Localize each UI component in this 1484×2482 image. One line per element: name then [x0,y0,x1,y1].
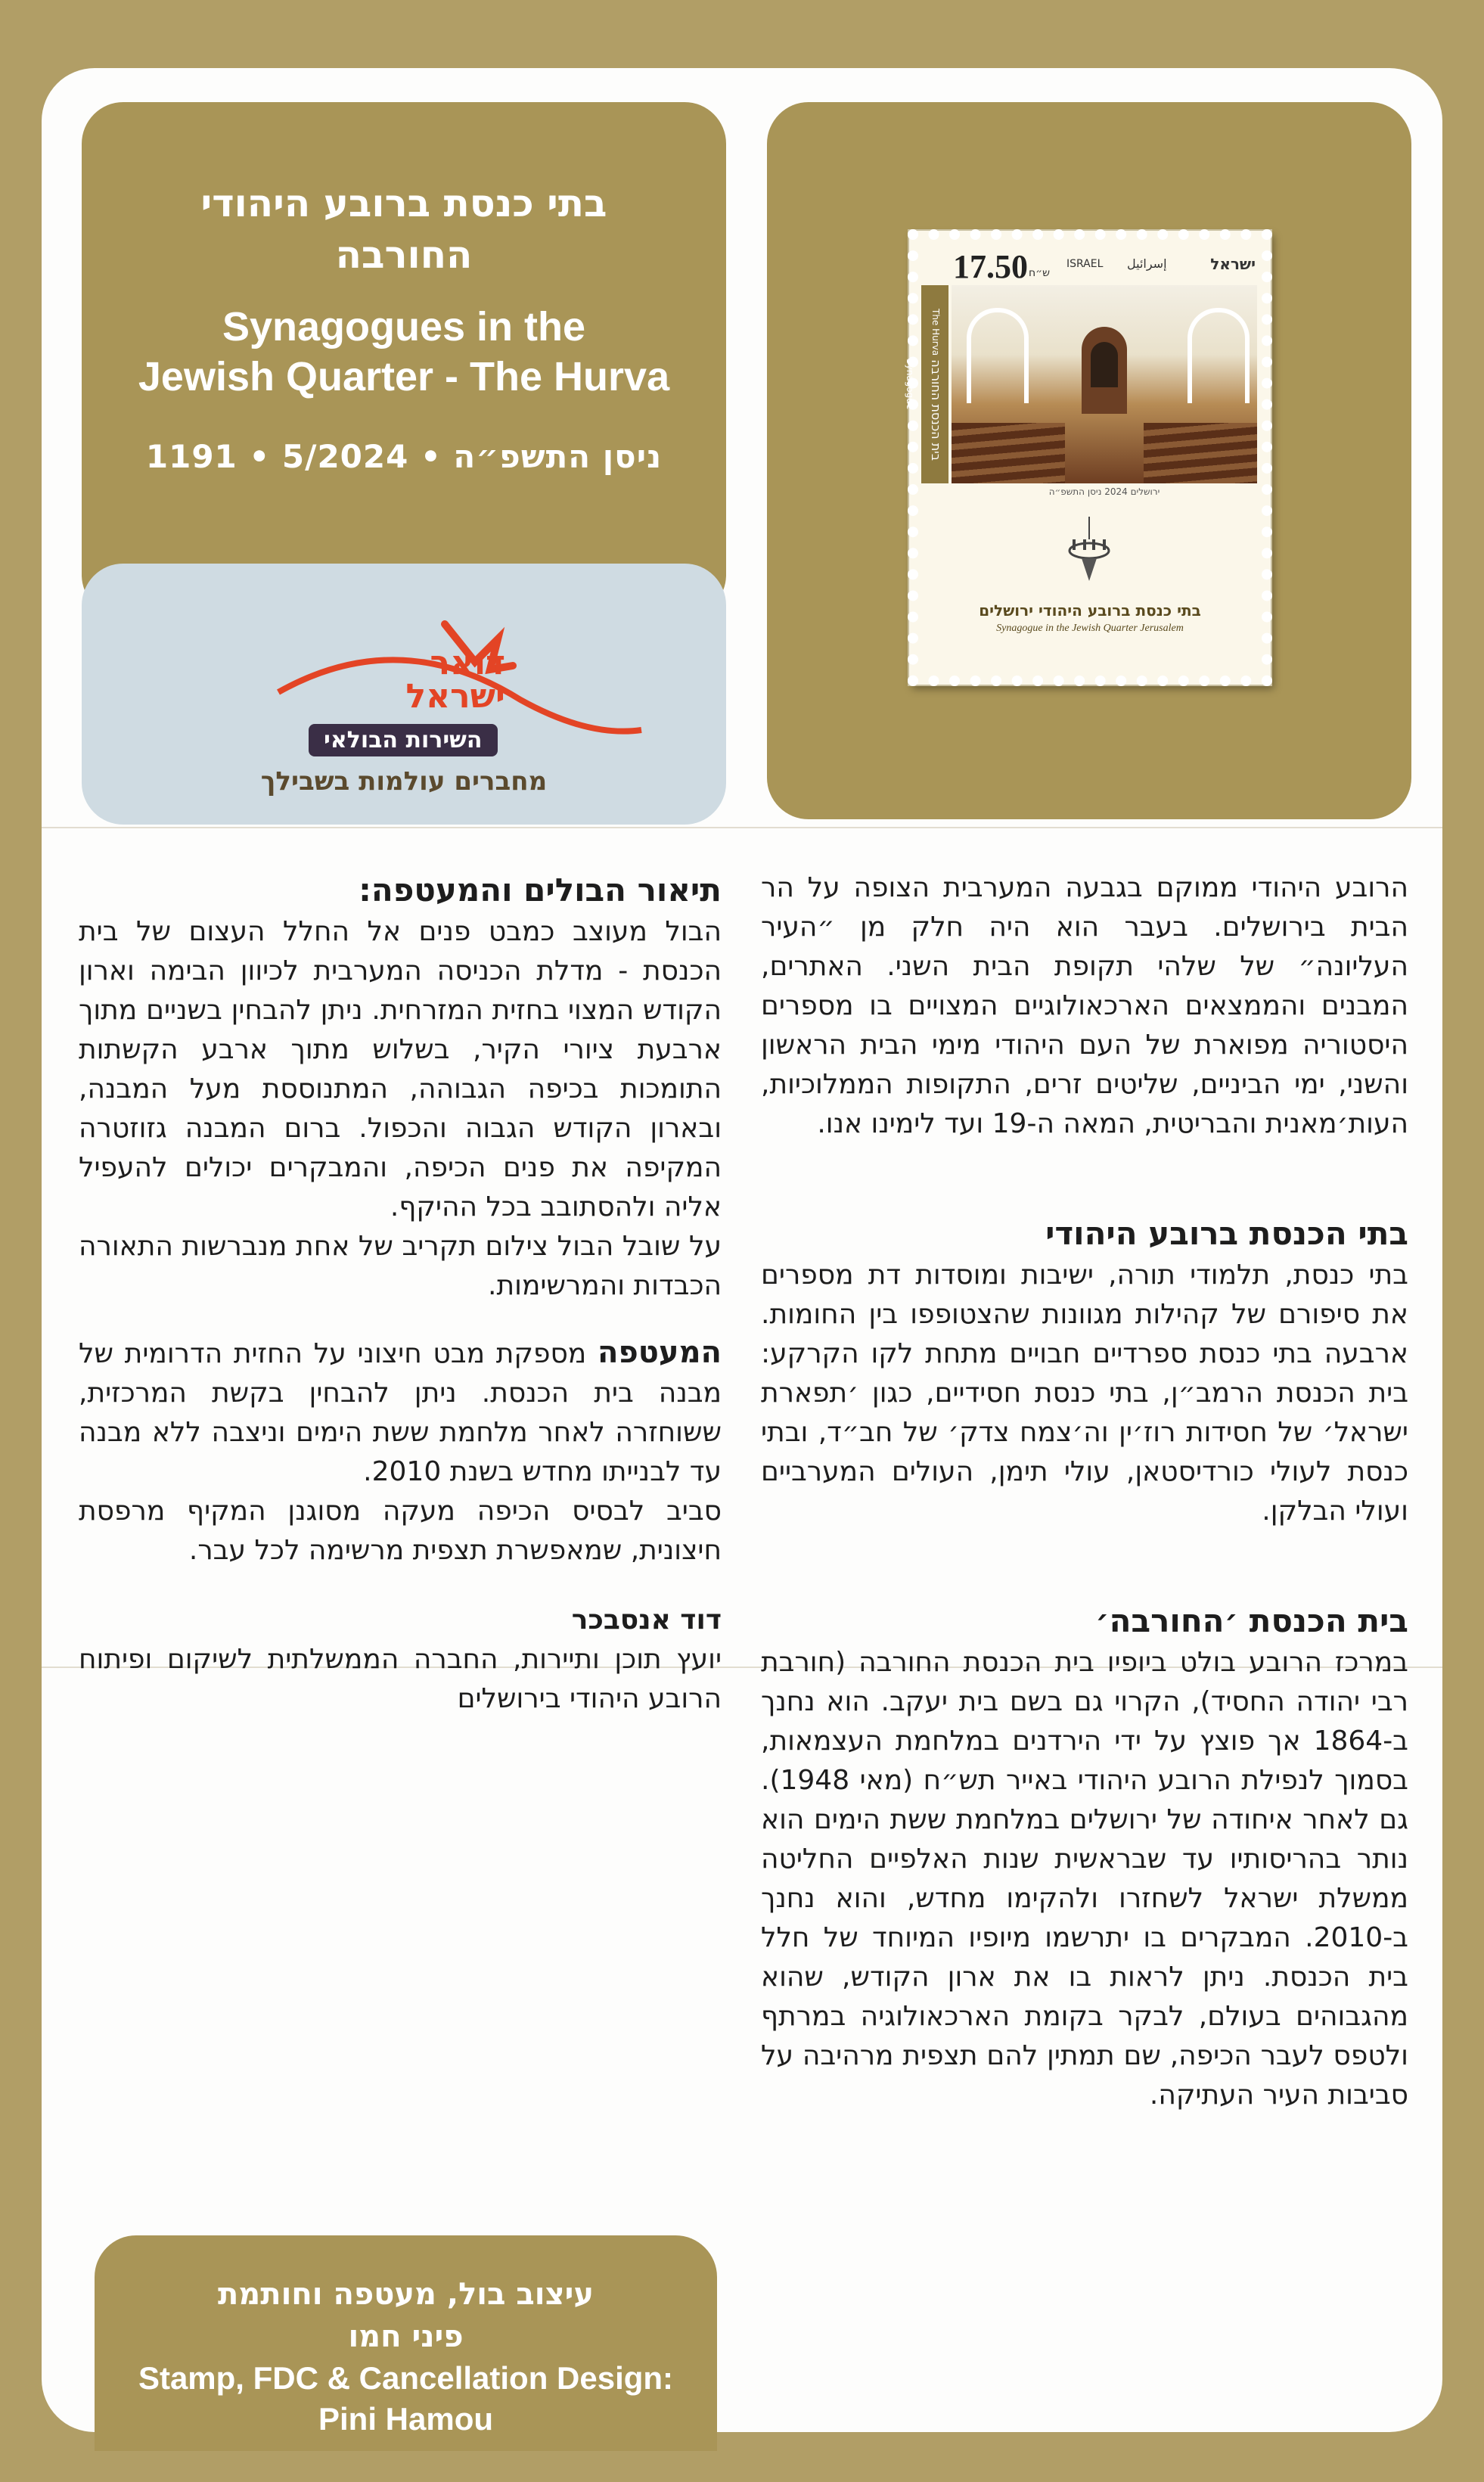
arch-shape [1188,308,1250,403]
hurva-paragraph: במרכז הרובע בולט ביופיו בית הכנסת החורבה (חורבת רבי יהודה החסיד), הקרוי גם בשם בית יעקב. הוא נחנך ב-1864 אך פוצץ על ידי הירדנים במלחמת העצמאות, בסמוך לנפילת הרובע היהודי באייר תש״ח (מאי 1948). גם לאחר איחודה של ירושלים במלחמת ששת הימים הוא נותר בהריסותיו עד שבראשית שנות האלפיים החליטה ממשלת ישראל לשחזרו ולהקימו מחדש, והוא נחנך ב-2010. המבקרים בו יתרשמו מיופיו המיוחד של חלל בית הכנסת. ניתן לראות בו את ארון הקודש, שהוא מהגבוהים בעולם, לבקר בקומת הארכאולוגיה במרתף ולטפס לעבר הכיפה, שם תמתין להם תצפית מרהיבה על סביבות העיר העתיקה. [761,1647,1408,2111]
logo-name-line2: ישראל [405,677,505,716]
right-text-column [761,868,1408,2115]
logo-name [309,644,505,716]
credits-hebrew-line1: עיצוב בול, מעטפה וחותמת [217,2277,595,2312]
left-text-column [79,868,722,1719]
stamp-side-en: The Hurva Synagogue [905,308,941,410]
stamp-panel [767,102,1411,819]
tab-description-paragraph: על שובל הבול צילום תקריב של אחת מנברשות התאורה הכבדות והמרשימות. [79,1231,722,1301]
logo-slogan: מחברים עולמות בשבילך [260,766,548,797]
stamp-currency: ש״ח [1029,267,1051,279]
stamp-side-text [905,285,948,483]
stamp-tab-english: Synagogue in the Jewish Quarter Jerusalem [996,623,1184,634]
credits-hebrew-line2: פיני חמו [348,2319,464,2354]
logo-name-line1: דואר [430,644,505,682]
fdc-description-paragraph-2: סביב לבסיס הכיפה מעקה מסוגנן המקיף מרפסת חיצונית, שמאפשרת תצפית מרשימה לכל עבר. [79,1496,722,1566]
credits-english-line1: Stamp, FDC & Cancellation Design: [138,2360,674,2396]
design-credits-panel [95,2235,717,2451]
stamp-country-en: ISRAEL [1066,258,1104,270]
stamp-side-he: בית הכנסת החורבה [929,359,943,461]
arch-shape [967,308,1029,403]
synagogue-interior-photo [952,285,1257,483]
fdc-text: מספקת מבט חיצוני על החזית הדרומית של מבנה בית הכנסת. ניתן להבחין בקשת המרכזית, ששוחזרה לאחר מלחמת ששת הימים וניצבה ללא מבנה עד לבנייתו מחדש בשנת 2010. [79,1338,722,1487]
philatelic-service-badge: השירות הבולאי [309,724,498,756]
stamp-issue-date: ירושלים 2024 ניסן התשפ״ה [1048,486,1160,497]
title-hebrew: בתי כנסת ברובע היהודי [200,182,607,225]
description-heading: תיאור הבולים והמעטפה: [359,871,722,909]
fold-line [42,827,1442,828]
title-panel [82,102,726,617]
torah-ark-door-shape [1091,342,1118,387]
stamp-header [953,247,1256,285]
israel-post-logo-panel [82,564,726,825]
credits-english-line2: Pini Hamou [318,2401,494,2437]
title-english [82,302,726,402]
fdc-description-paragraph [79,1333,722,1492]
author-name: דוד אנסבכר [571,1604,722,1636]
stamp-tab-hebrew: בתי כנסת ברובע היהודי ירושלים [979,601,1201,620]
fdc-lead: המעטפה [597,1335,722,1370]
section-heading-hurva: בית הכנסת ׳החורבה׳ [1095,1602,1408,1639]
chandelier-icon [1066,517,1112,585]
section-heading-synagogues: בתי הכנסת ברובע היהודי [1045,1215,1408,1252]
title-english-line1: Synagogues in the [222,304,586,349]
intro-paragraph: הרובע היהודי ממוקם בגבעה המערבית הצופה על הר הבית בירושלים. בעבר הוא היה חלק מן ״העיר העליונה״ של שלהי תקופת הבית השני. האתרים, המבנים והממצאים הארכאולוגיים המצויים בו מספרים היסטוריה מפוארת של העם היהודי מימי הבית הראשון והשני, ימי הביניים, שליטים זרים, התקופות הממלוכיות, העות׳מאנית והבריטית, המאה ה-19 ועד לימינו אנו. [761,872,1408,1139]
title-hebrew-sub: החורבה [335,233,473,277]
title-english-line2: Jewish Quarter - The Hurva [138,354,670,399]
pews-shape [1144,423,1257,483]
stamp-image [905,231,1271,685]
stamp-country-ar: إسرائيل [1127,256,1167,271]
synagogues-paragraph: בתי כנסת, תלמודי תורה, ישיבות ומוסדות דת מספרים את סיפורם של קהילות מגוונות שהצטופפו בין החומות. ארבעה בתי כנסת ספרדיים חבויים מתחת לקו הקרקע: בית הכנסת הרמב״ן, בתי כנסת חסידיים, כגון ׳תפארת ישראל׳ של חסידות רוז׳ין וה׳צמח צדק׳ של חב״ד, ובתי כנסת לעולי כורדיסטאן, עולי תימן, העולים המערביים ועולי הבלקן. [761,1260,1408,1527]
stamp-country-he: ישראל [1210,255,1256,273]
stamp-description-paragraph: הבול מעוצב כמבט פנים אל החלל העצום של בית הכנסת - מדלת הכניסה המערבית לכיוון הבימה וארון הקודש המצוי בחזית המזרחית. ניתן להבחין בשניים מתוך ארבעת ציורי הקיר, בשלוש מתוך ארבע הקשתות התומכות בכיפה הגבוהה, המתנוססת מעל המבנה, ובארון הקודש הגבוה והכפול. ברום המבנה גזוזטרה המקיפה את פנים הכיפה, והמבקרים יכולים להעפיל אליה ולהסתובב בכל ההיקף. [79,916,722,1222]
stamp-denomination: 17.50 [953,248,1028,285]
issue-line: ניסן התשפ״ה • 5/2024 • 1191 [145,438,663,475]
author-role: יועץ תוכן ותיירות, החברה הממשלתית לשיקום ופיתוח הרובע היהודי בירושלים [79,1644,722,1714]
pews-shape [952,423,1065,483]
